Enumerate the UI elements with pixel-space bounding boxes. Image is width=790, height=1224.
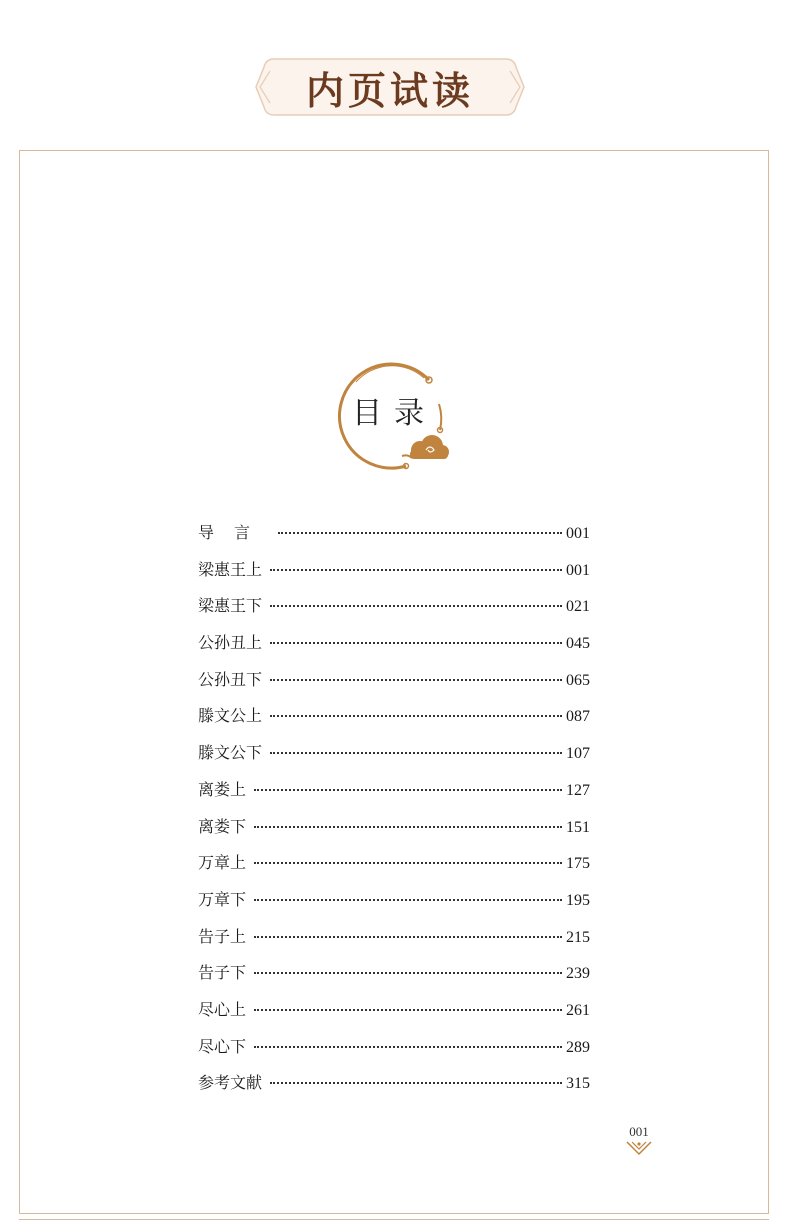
toc-entry-title: 参考文献 — [198, 1073, 263, 1093]
toc-entry-page: 065 — [566, 671, 590, 689]
dot-leader — [254, 825, 562, 828]
toc-entry-page: 315 — [566, 1075, 590, 1093]
toc-entry-page: 001 — [566, 561, 590, 579]
dot-leader — [270, 751, 562, 754]
toc-list — [198, 520, 590, 1107]
toc-entry-title: 梁惠王下 — [198, 596, 263, 616]
dot-leader — [270, 641, 562, 644]
toc-entry-page: 289 — [566, 1038, 590, 1056]
toc-entry-title: 尽心下 — [198, 1036, 247, 1056]
dot-leader — [254, 1008, 562, 1011]
toc-entry-title: 公孙丑下 — [198, 669, 263, 689]
toc-entry-title: 万章上 — [198, 853, 247, 873]
toc-entry-title: 梁惠王上 — [198, 559, 263, 579]
toc-entry-page: 045 — [566, 635, 590, 653]
toc-entry[interactable] — [198, 703, 590, 740]
dot-leader — [278, 531, 562, 534]
toc-entry-page: 151 — [566, 818, 590, 836]
toc-heading: 目录 — [352, 396, 436, 431]
toc-entry[interactable] — [198, 667, 590, 704]
toc-entry-title: 万章下 — [198, 889, 247, 909]
toc-entry-page: 261 — [566, 1001, 590, 1019]
toc-entry-page: 021 — [566, 598, 590, 616]
toc-entry[interactable] — [198, 557, 590, 594]
dot-leader — [270, 714, 562, 717]
dot-leader — [270, 1081, 562, 1084]
dot-leader — [270, 604, 562, 607]
toc-entry[interactable] — [198, 814, 590, 851]
toc-entry-title: 告子上 — [198, 926, 247, 946]
dot-leader — [270, 678, 562, 681]
toc-entry[interactable] — [198, 593, 590, 630]
toc-entry[interactable] — [198, 1034, 590, 1071]
toc-entry-title: 导言 — [198, 523, 271, 542]
toc-entry-title: 公孙丑上 — [198, 633, 263, 653]
toc-entry-page: 087 — [566, 708, 590, 726]
toc-entry-title: 滕文公下 — [198, 743, 263, 763]
dot-leader — [254, 1045, 562, 1048]
toc-entry-page: 127 — [566, 781, 590, 799]
dot-leader — [254, 861, 562, 864]
toc-entry-title: 尽心上 — [198, 999, 247, 1019]
toc-entry-title: 滕文公上 — [198, 706, 263, 726]
ornament-icon — [626, 1140, 652, 1156]
toc-entry[interactable] — [198, 960, 590, 997]
bottom-divider — [19, 1219, 769, 1220]
toc-entry[interactable] — [198, 520, 590, 557]
toc-entry-page: 239 — [566, 965, 590, 983]
toc-entry[interactable] — [198, 850, 590, 887]
dot-leader — [254, 971, 562, 974]
toc-entry[interactable] — [198, 630, 590, 667]
toc-entry-page: 107 — [566, 745, 590, 763]
dot-leader — [254, 935, 562, 938]
toc-entry[interactable] — [198, 777, 590, 814]
toc-entry[interactable] — [198, 997, 590, 1034]
toc-entry-page: 001 — [566, 525, 590, 542]
toc-entry[interactable] — [198, 740, 590, 777]
page-title: 内页试读 — [305, 68, 474, 113]
toc-entry-page: 215 — [566, 928, 590, 946]
toc-entry-title: 告子下 — [198, 963, 247, 983]
toc-entry-page: 195 — [566, 891, 590, 909]
dot-leader — [254, 898, 562, 901]
toc-entry[interactable] — [198, 924, 590, 961]
toc-entry-page: 175 — [566, 855, 590, 873]
toc-entry[interactable] — [198, 887, 590, 924]
dot-leader — [270, 568, 562, 571]
toc-entry-title: 离娄下 — [198, 816, 247, 836]
toc-entry-title: 离娄上 — [198, 779, 247, 799]
page-number: 001 — [629, 1124, 649, 1139]
toc-entry[interactable] — [198, 1070, 590, 1107]
header-badge — [252, 55, 528, 119]
dot-leader — [254, 788, 562, 791]
